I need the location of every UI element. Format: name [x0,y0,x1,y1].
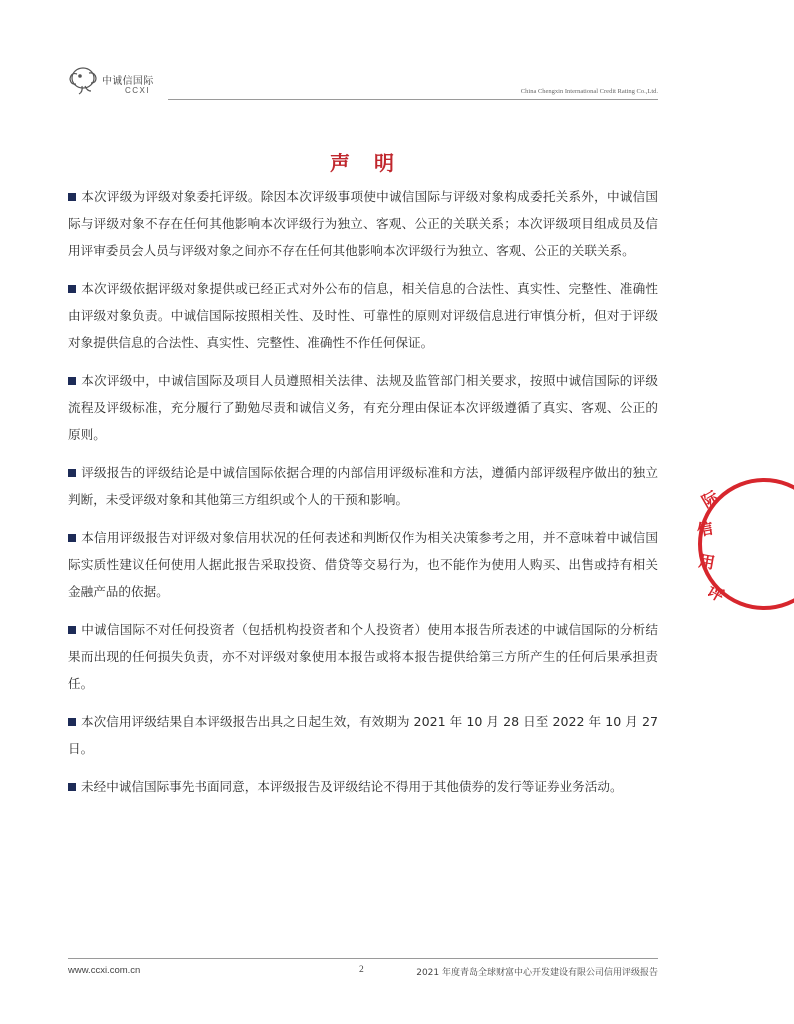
page-header [68,60,658,100]
page-title: 声明 [330,151,418,175]
svg-text:信: 信 [695,518,715,540]
statement-paragraph [68,459,658,513]
statement-paragraph [68,616,658,697]
page-number: 2 [359,965,364,975]
elephant-logo-icon [68,64,102,96]
paragraph-text: 评级报告的评级结论是中诚信国际依据合理的内部信用评级标准和方法，遵循内部评级程序做出的独立判断，未受评级对象和其他第三方组织或个人的干预和影响。 [68,465,658,507]
statement-paragraph [68,708,658,762]
statement-paragraph [68,367,658,448]
paragraph-text: 本次评级依据评级对象提供或已经正式对外公布的信息，相关信息的合法性、真实性、完整性、准确性由评级对象负责。中诚信国际按照相关性、及时性、可靠性的原则对评级信息进行审慎分析，但对于评级对象提供信息的合法性、真实性、完整性、准确性不作任何保证。 [68,281,658,350]
paragraph-text: 中诚信国际不对任何投资者（包括机构投资者和个人投资者）使用本报告所表述的中诚信国际的分析结果而出现的任何损失负责，亦不对评级对象使用本报告或将本报告提供给第三方所产生的任何后果承担责任。 [68,622,658,691]
paragraph-text: 本次评级中，中诚信国际及项目人员遵照相关法律、法规及监管部门相关要求，按照中诚信国际的评级流程及评级标准，充分履行了勤勉尽责和诚信义务，有充分理由保证本次评级遵循了真实、客观、公正的原则。 [68,373,658,442]
paragraph-text: 本次评级为评级对象委托评级。除因本次评级事项使中诚信国际与评级对象构成委托关系外，中诚信国际与评级对象不存在任何其他影响本次评级行为独立、客观、公正的关联关系；本次评级项目组成员及信用评审委员会人员与评级对象之间亦不存在任何其他影响本次评级行为独立、客观、公正的关联关系。 [68,189,658,258]
website-url: www.ccxi.com.cn [68,965,141,976]
square-bullet-icon [68,285,76,293]
statement-paragraph [68,183,658,264]
svg-text:评: 评 [704,581,728,606]
square-bullet-icon [68,718,76,726]
page-footer [68,958,658,979]
header-divider [168,99,658,100]
square-bullet-icon [68,534,76,542]
company-seal-stamp [694,474,794,614]
statement-paragraph [68,773,658,800]
paragraph-text: 本次信用评级结果自本评级报告出具之日起生效，有效期为 2021 年 10 月 28 日至 2022 年 10 月 27 日。 [68,714,658,756]
logo-english-name: CCXI [125,86,151,95]
square-bullet-icon [68,469,76,477]
paragraph-text: 本信用评级报告对评级对象信用状况的任何表述和判断仅作为相关决策参考之用，并不意味着中诚信国际实质性建议任何使用人据此报告采取投资、借贷等交易行为，也不能作为使用人购买、出售或持有相关金融产品的依据。 [68,530,658,599]
svg-text:用: 用 [697,551,717,573]
company-english-name: China Chengxin International Credit Rating Co.,Ltd. [520,88,658,95]
square-bullet-icon [68,193,76,201]
logo-chinese-name: 中诚信国际 [102,76,154,87]
square-bullet-icon [68,783,76,791]
statement-paragraph [68,275,658,356]
square-bullet-icon [68,377,76,385]
statement-body [68,183,658,811]
report-name: 2021 年度青岛全球财富中心开发建设有限公司信用评级报告 [416,968,658,978]
paragraph-text: 未经中诚信国际事先书面同意，本评级报告及评级结论不得用于其他债券的发行等证券业务活动。 [81,779,623,794]
statement-paragraph [68,524,658,605]
square-bullet-icon [68,626,76,634]
ccxi-logo [68,64,168,98]
svg-text:际: 际 [698,487,722,512]
